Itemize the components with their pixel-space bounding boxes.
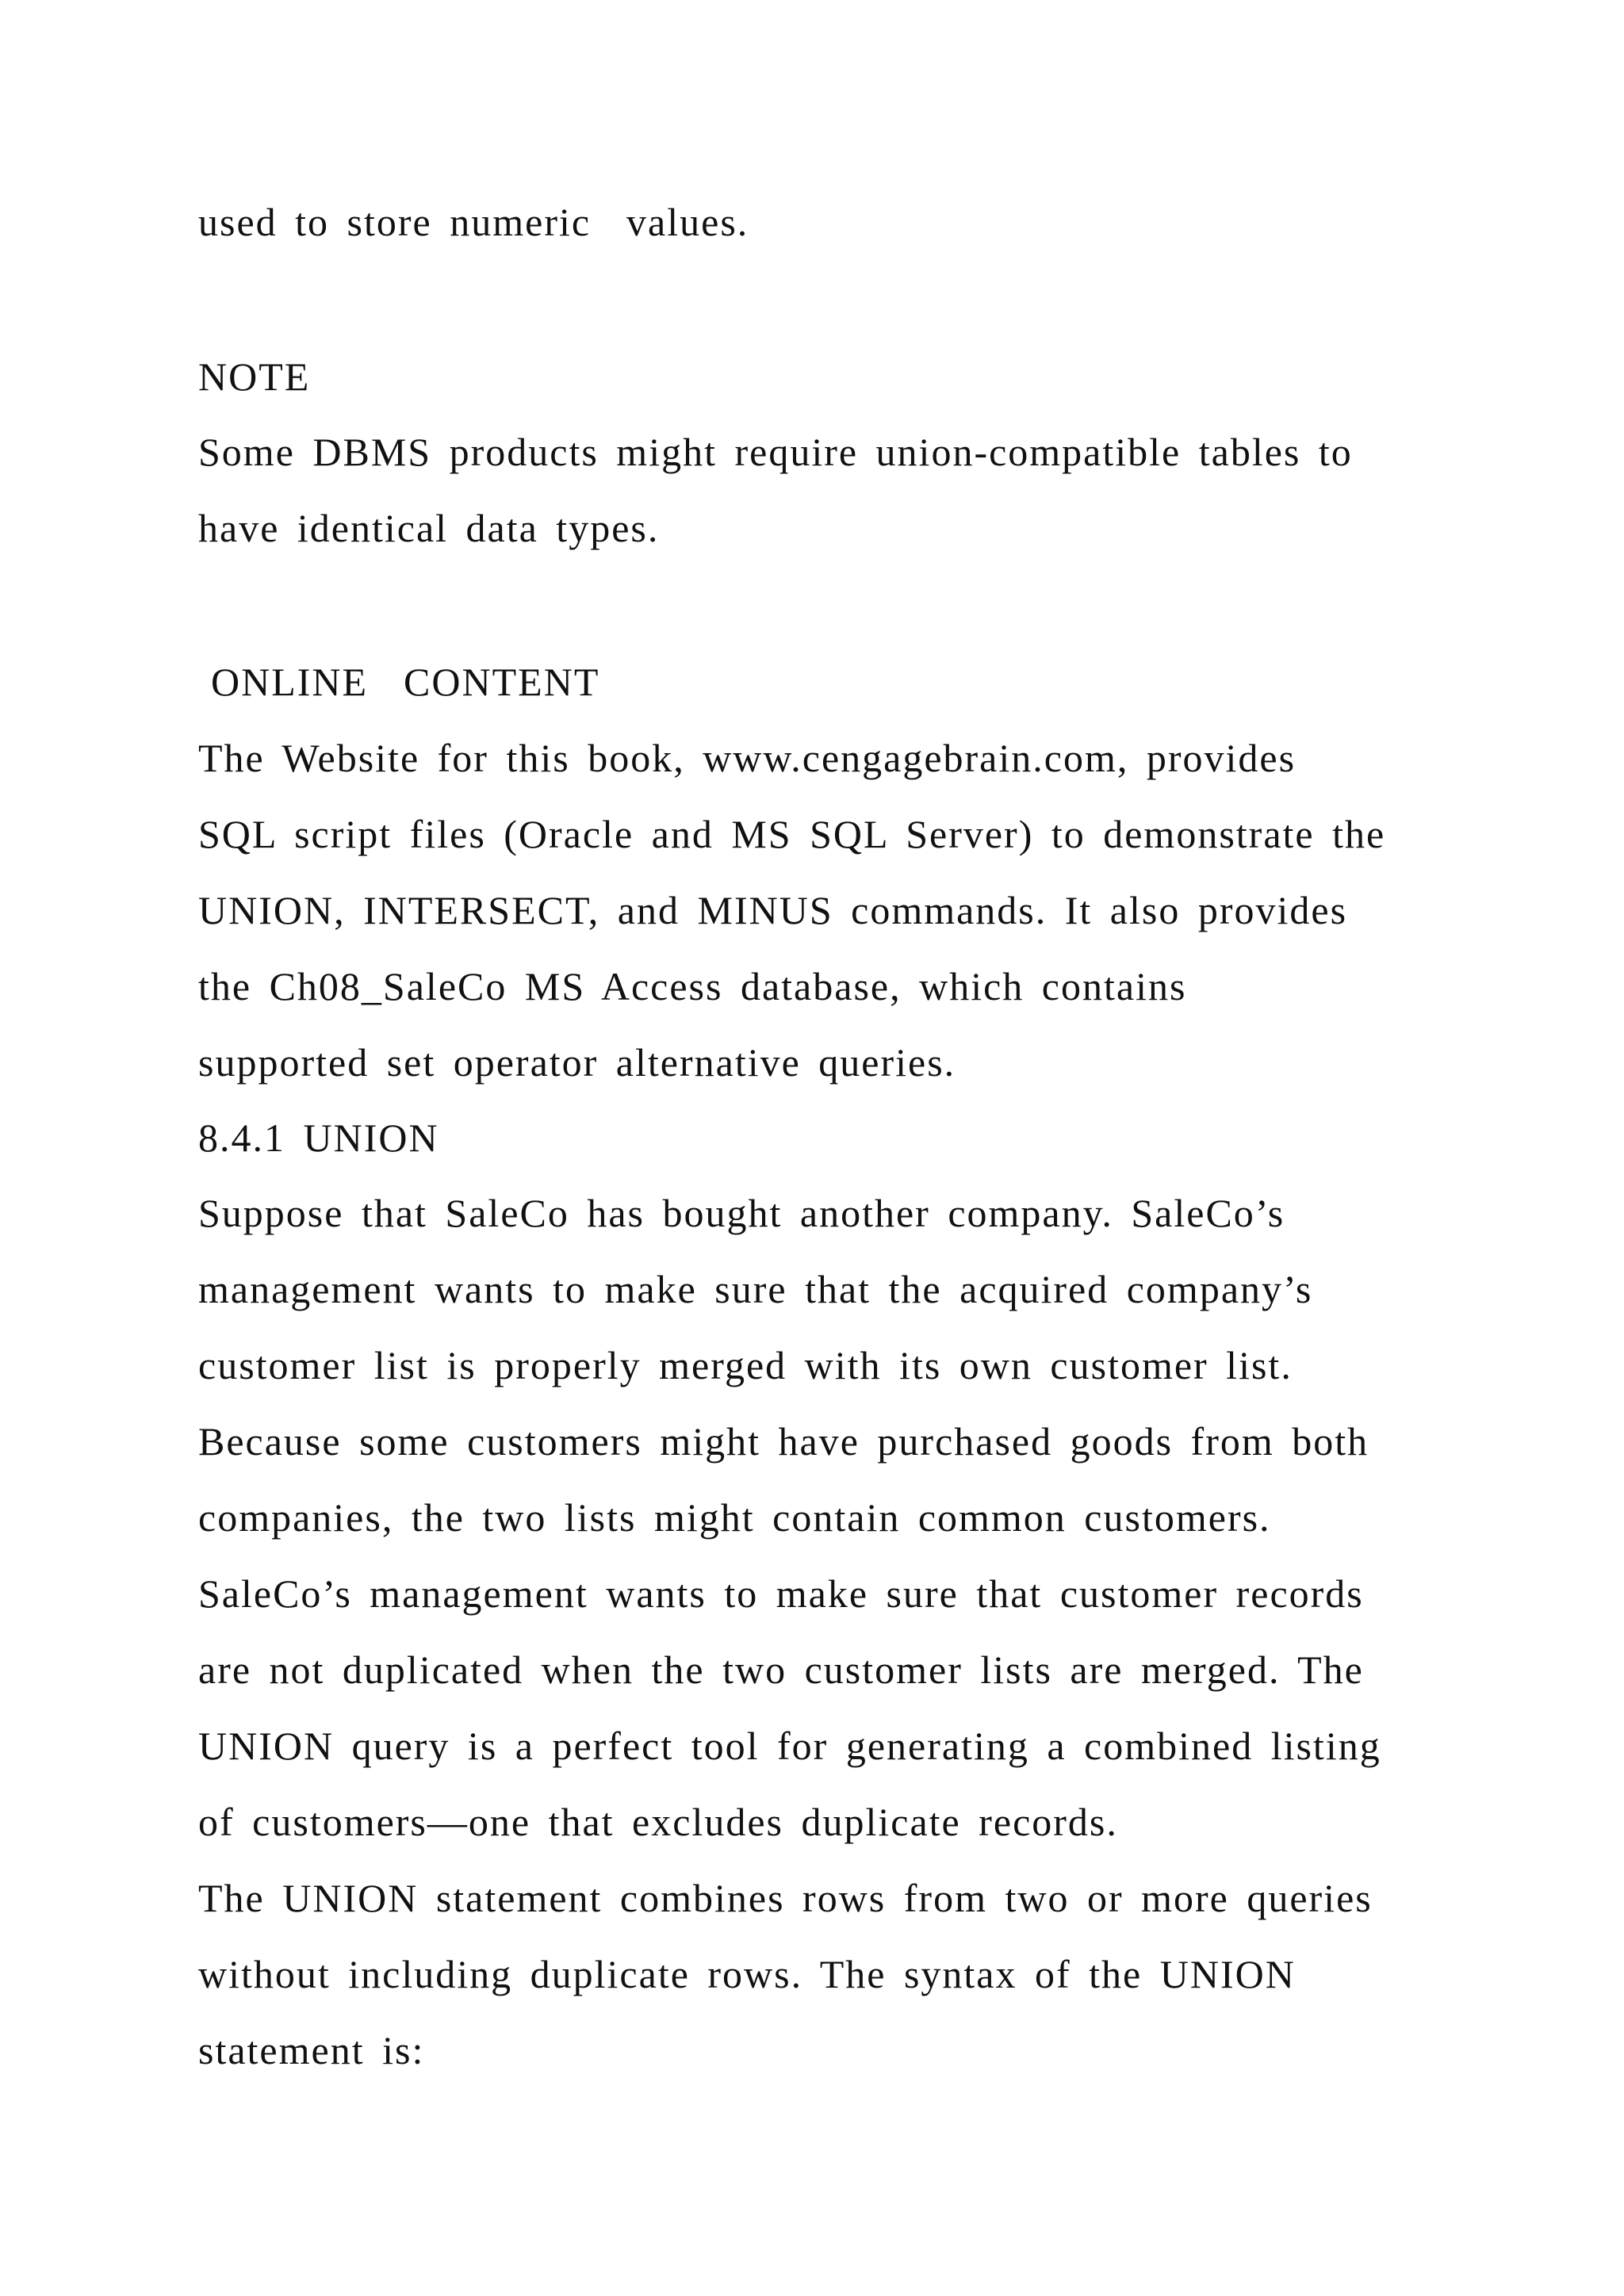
note-text-line: Some DBMS products might require union-compatible tables to <box>198 430 1353 474</box>
paragraph-line: Because some customers might have purchased goods from both <box>198 1419 1369 1464</box>
paragraph-line: Suppose that SaleCo has bought another company. SaleCo’s <box>198 1191 1285 1235</box>
paragraph-line: companies, the two lists might contain common customers. <box>198 1495 1271 1540</box>
paragraph-line: without including duplicate rows. The syntax of the UNION <box>198 1952 1296 1996</box>
online-content-line: The Website for this book, www.cengagebrain.com, provides <box>198 736 1297 780</box>
note-text-line: have identical data types. <box>198 506 660 550</box>
paragraph-line: customer list is properly merged with its own customer list. <box>198 1343 1293 1387</box>
online-content-heading: ONLINE CONTENT <box>211 660 600 704</box>
paragraph-line: SaleCo’s management wants to make sure that customer records <box>198 1571 1364 1616</box>
online-content-line: supported set operator alternative queries. <box>198 1040 956 1085</box>
online-content-line: the Ch08_SaleCo MS Access database, which contains <box>198 964 1187 1008</box>
paragraph-line: of customers—one that excludes duplicate records. <box>198 1800 1118 1844</box>
note-heading: NOTE <box>198 354 311 399</box>
paragraph-line: statement is: <box>198 2028 425 2072</box>
section-heading: 8.4.1 UNION <box>198 1115 439 1160</box>
paragraph-line: The UNION statement combines rows from two or more queries <box>198 1876 1373 1920</box>
paragraph-line: management wants to make sure that the acquired company’s <box>198 1267 1313 1311</box>
online-content-line: UNION, INTERSECT, and MINUS commands. It also provides <box>198 888 1348 932</box>
online-content-line: SQL script files (Oracle and MS SQL Server) to demonstrate the <box>198 812 1386 856</box>
paragraph-line: UNION query is a perfect tool for generating a combined listing <box>198 1724 1381 1768</box>
text-line-fragment: used to store numeric values. <box>198 200 749 244</box>
paragraph-line: are not duplicated when the two customer lists are merged. The <box>198 1647 1364 1692</box>
